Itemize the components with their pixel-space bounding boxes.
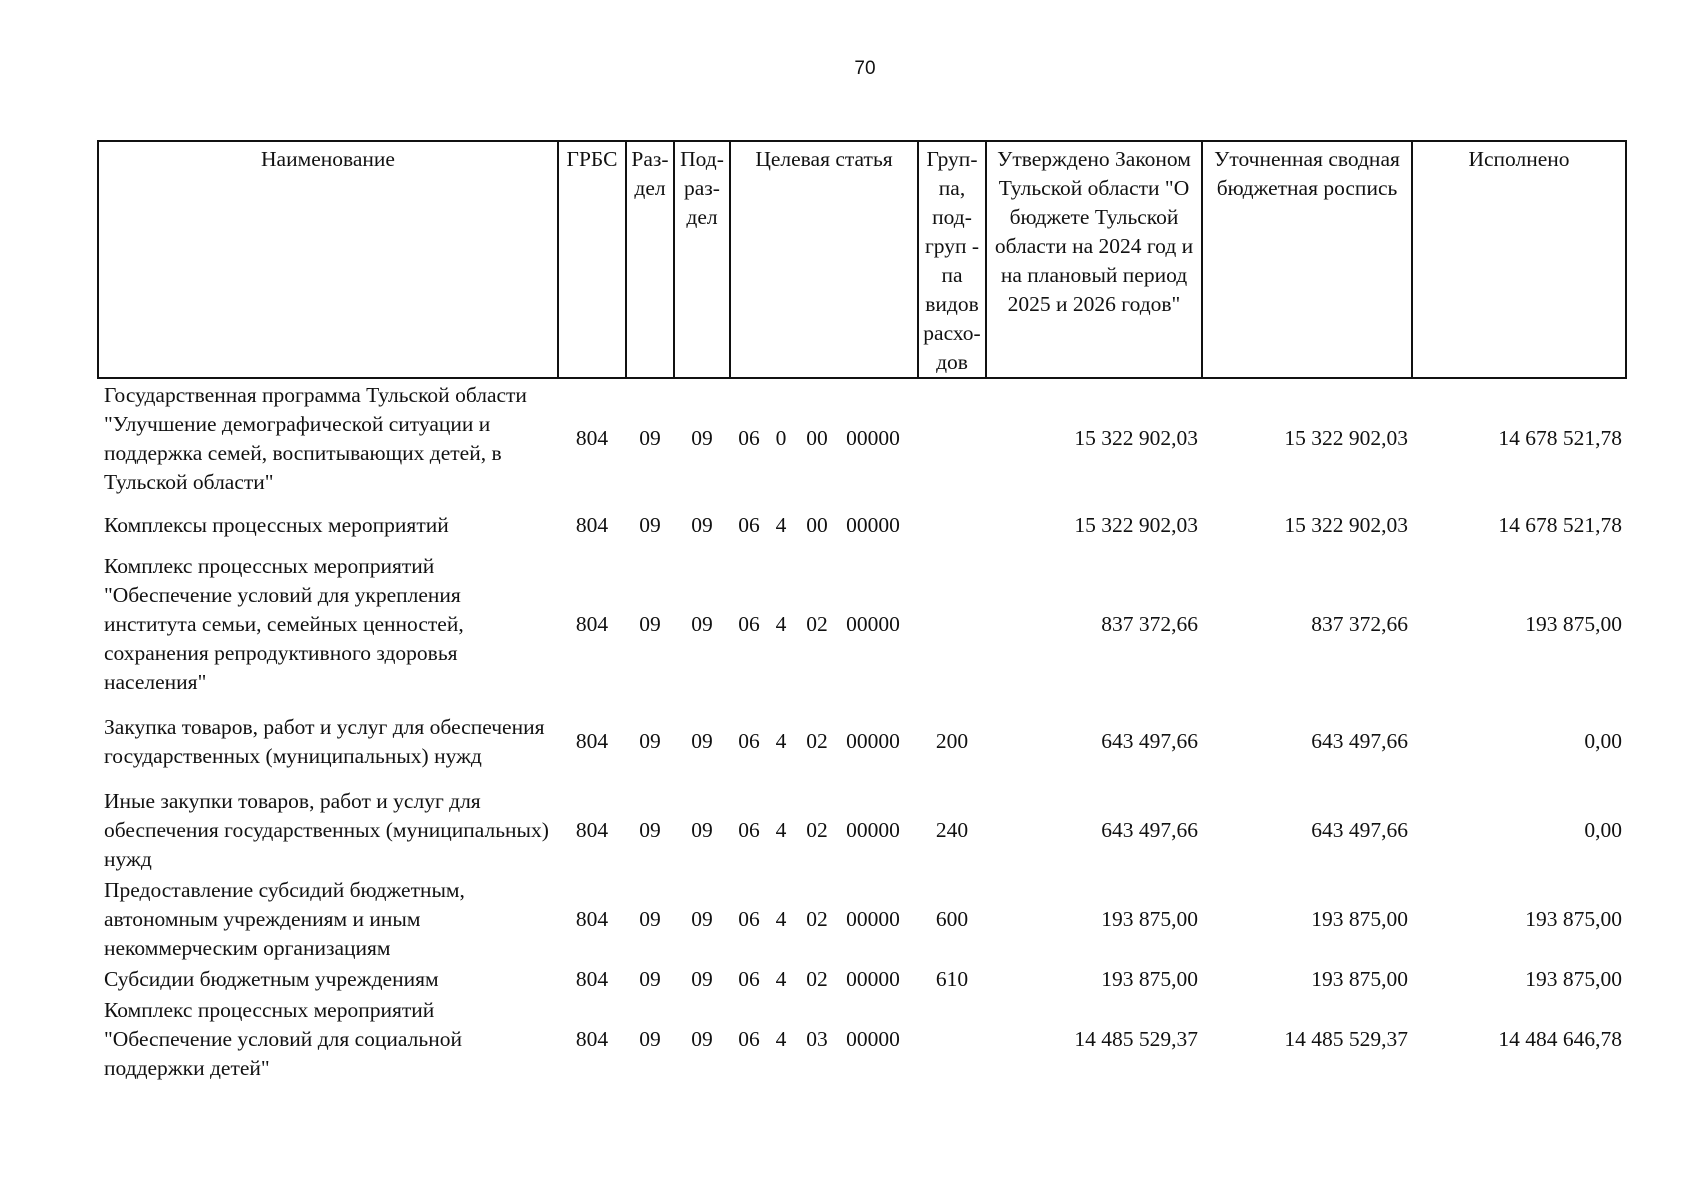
header-group: Груп-па, под-груп - па видов расхо-дов — [918, 141, 986, 378]
target-event: 02 — [806, 818, 828, 842]
row-approved: 193 875,00 — [1101, 967, 1198, 991]
row-podrazdel: 09 — [691, 907, 713, 931]
target-type: 4 — [775, 729, 787, 753]
row-grbs: 804 — [575, 1027, 609, 1051]
row-group: 240 — [935, 818, 969, 842]
row-refined: 643 497,66 — [1311, 818, 1408, 842]
row-podrazdel: 09 — [691, 612, 713, 636]
table-row — [98, 378, 1626, 498]
row-name: Субсидии бюджетным учреждениям — [104, 967, 439, 991]
header-podrazdel: Под-раз-дел — [674, 141, 730, 378]
row-target — [730, 498, 918, 552]
target-type: 0 — [775, 426, 787, 450]
table-row — [98, 697, 1626, 786]
row-refined: 837 372,66 — [1311, 612, 1408, 636]
target-program: 06 — [738, 426, 760, 450]
target-event: 00 — [806, 426, 828, 450]
target-direction: 00000 — [846, 512, 900, 537]
header-grbs: ГРБС — [558, 141, 626, 378]
row-name: Комплексы процессных мероприятий — [104, 512, 449, 537]
row-group — [918, 498, 986, 552]
row-razdel: 09 — [639, 426, 661, 450]
row-group: 610 — [935, 967, 969, 991]
target-event: 02 — [806, 967, 828, 991]
header-approved: Утверждено Законом Тульской области "О бюджете Тульской области на 2024 год и на плановый период 2025 и 2026 годов" — [986, 141, 1202, 378]
row-group — [918, 552, 986, 697]
table-row — [98, 786, 1626, 875]
row-grbs: 804 — [575, 818, 609, 842]
row-target — [730, 552, 918, 697]
target-program: 06 — [738, 1027, 760, 1051]
row-executed: 193 875,00 — [1525, 907, 1622, 931]
row-approved: 14 485 529,37 — [1074, 1027, 1198, 1051]
target-type: 4 — [775, 907, 787, 931]
row-razdel: 09 — [639, 729, 661, 753]
row-podrazdel: 09 — [691, 729, 713, 753]
target-direction: 00000 — [846, 1027, 900, 1051]
row-target — [730, 786, 918, 875]
target-program: 06 — [738, 907, 760, 931]
row-grbs: 804 — [575, 426, 609, 450]
row-name: Закупка товаров, работ и услуг для обеспечения государственных (муниципальных) нужд — [104, 714, 545, 768]
target-event: 02 — [806, 612, 828, 636]
table-row — [98, 964, 1626, 995]
row-approved: 193 875,00 — [1101, 907, 1198, 931]
row-target — [730, 378, 918, 498]
row-name: Комплекс процессных мероприятий "Обеспечение условий для социальной поддержки детей" — [104, 998, 462, 1080]
target-direction: 00000 — [846, 818, 900, 842]
table-row — [98, 552, 1626, 697]
row-group — [918, 378, 986, 498]
row-podrazdel: 09 — [691, 967, 713, 991]
table-row — [98, 995, 1626, 1084]
row-executed: 0,00 — [1584, 818, 1622, 842]
row-refined: 14 485 529,37 — [1284, 1027, 1408, 1051]
row-target — [730, 995, 918, 1084]
row-refined: 643 497,66 — [1311, 729, 1408, 753]
header-name: Наименование — [98, 141, 558, 378]
row-group: 200 — [935, 729, 969, 753]
target-direction: 00000 — [846, 907, 900, 931]
row-refined: 15 322 902,03 — [1284, 426, 1408, 450]
row-grbs: 804 — [575, 729, 609, 753]
target-program: 06 — [738, 512, 760, 537]
header-razdel: Раз-дел — [626, 141, 674, 378]
target-program: 06 — [738, 729, 760, 753]
row-executed: 14 678 521,78 — [1498, 426, 1622, 450]
row-approved: 643 497,66 — [1101, 818, 1198, 842]
target-direction: 00000 — [846, 426, 900, 450]
row-target — [730, 697, 918, 786]
row-target — [730, 875, 918, 964]
row-group — [918, 995, 986, 1084]
header-executed: Исполнено — [1412, 141, 1626, 378]
row-group: 600 — [935, 907, 969, 931]
row-podrazdel: 09 — [691, 512, 713, 537]
row-executed: 14 484 646,78 — [1498, 1027, 1622, 1051]
row-name: Иные закупки товаров, работ и услуг для обеспечения государственных (муниципальных) нужд — [104, 789, 549, 871]
row-razdel: 09 — [639, 907, 661, 931]
target-type: 4 — [775, 612, 787, 636]
table-row — [98, 875, 1626, 964]
row-razdel: 09 — [639, 818, 661, 842]
target-program: 06 — [738, 818, 760, 842]
row-executed: 14 678 521,78 — [1498, 512, 1622, 537]
row-target — [730, 964, 918, 995]
row-approved: 15 322 902,03 — [1074, 426, 1198, 450]
table-header-row — [98, 141, 1626, 378]
row-razdel: 09 — [639, 1027, 661, 1051]
row-executed: 193 875,00 — [1525, 612, 1622, 636]
row-name: Государственная программа Тульской области "Улучшение демографической ситуации и поддержка семей, воспитывающих детей, в Тульской области" — [104, 382, 527, 494]
row-approved: 837 372,66 — [1101, 612, 1198, 636]
target-direction: 00000 — [846, 612, 900, 636]
row-approved: 15 322 902,03 — [1074, 512, 1198, 537]
row-grbs: 804 — [575, 612, 609, 636]
target-event: 02 — [806, 729, 828, 753]
header-refined: Уточненная сводная бюджетная роспись — [1202, 141, 1412, 378]
row-executed: 193 875,00 — [1525, 967, 1622, 991]
row-refined: 193 875,00 — [1311, 907, 1408, 931]
row-name: Комплекс процессных мероприятий "Обеспечение условий для укрепления института семьи, семейных ценностей, сохранения репродуктивного здоровья населения" — [104, 554, 464, 694]
target-event: 00 — [806, 512, 828, 537]
target-direction: 00000 — [846, 729, 900, 753]
target-direction: 00000 — [846, 967, 900, 991]
row-grbs: 804 — [575, 967, 609, 991]
budget-table — [97, 140, 1627, 1084]
row-name: Предоставление субсидий бюджетным, автономным учреждениям и иным некоммерческим организациям — [104, 878, 465, 960]
row-podrazdel: 09 — [691, 426, 713, 450]
page-number: 70 — [854, 58, 876, 79]
row-executed: 0,00 — [1584, 729, 1622, 753]
target-type: 4 — [775, 818, 787, 842]
target-type: 4 — [775, 512, 787, 537]
row-razdel: 09 — [639, 512, 661, 537]
target-event: 02 — [806, 907, 828, 931]
row-podrazdel: 09 — [691, 1027, 713, 1051]
row-refined: 193 875,00 — [1311, 967, 1408, 991]
target-event: 03 — [806, 1027, 828, 1051]
header-target: Целевая статья — [730, 141, 918, 378]
row-grbs: 804 — [575, 512, 609, 537]
table-row — [98, 498, 1626, 552]
target-program: 06 — [738, 612, 760, 636]
row-podrazdel: 09 — [691, 818, 713, 842]
row-razdel: 09 — [639, 612, 661, 636]
row-refined: 15 322 902,03 — [1284, 512, 1408, 537]
target-type: 4 — [775, 967, 787, 991]
row-grbs: 804 — [575, 907, 609, 931]
target-program: 06 — [738, 967, 760, 991]
row-approved: 643 497,66 — [1101, 729, 1198, 753]
target-type: 4 — [775, 1027, 787, 1051]
row-razdel: 09 — [639, 967, 661, 991]
